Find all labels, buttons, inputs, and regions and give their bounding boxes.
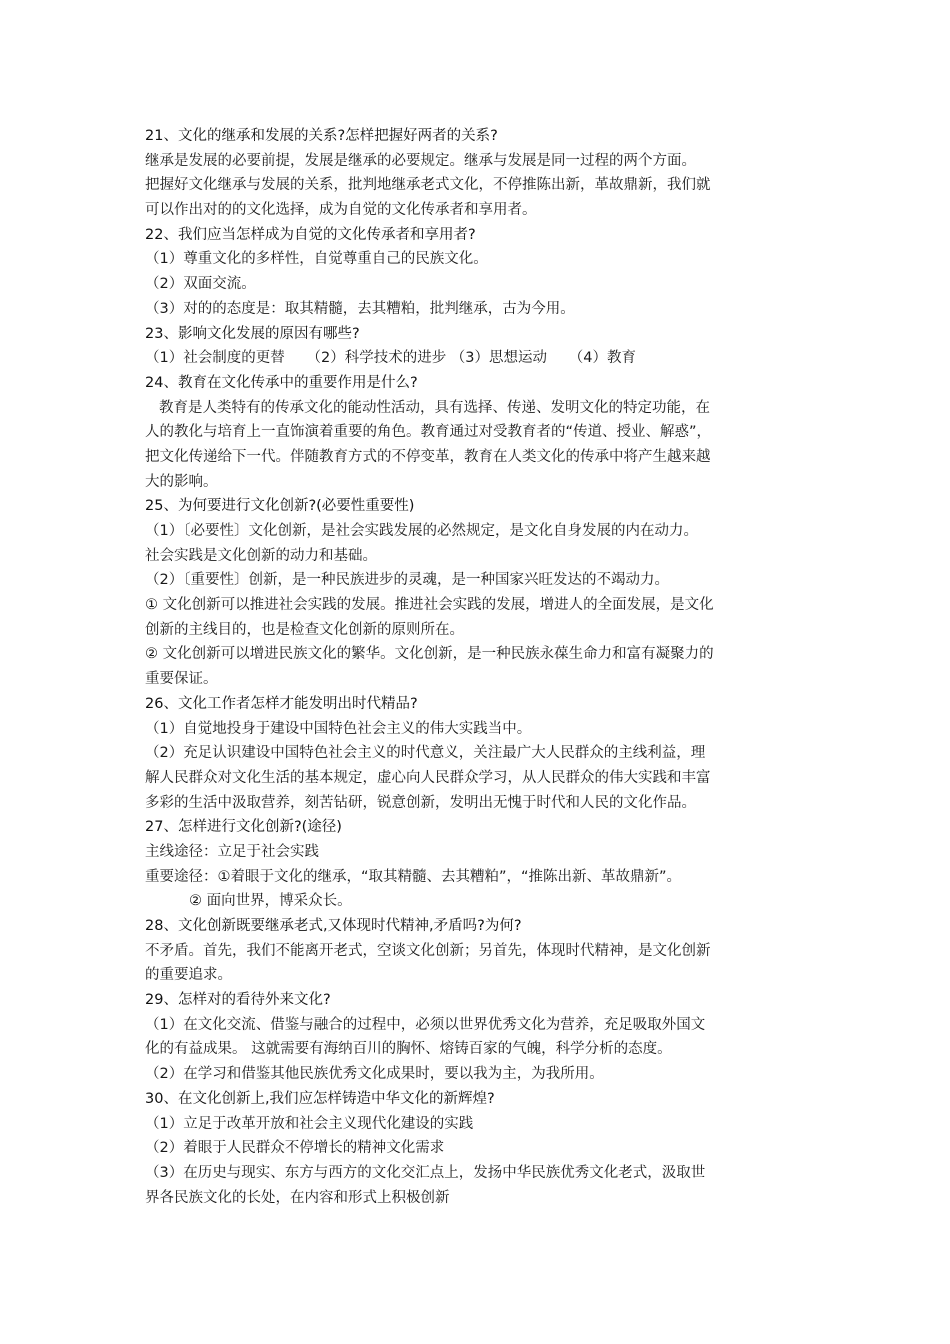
paragraph-line: （1）立足于改革开放和社会主义现代化建设的实践 xyxy=(145,1115,474,1132)
question-heading: 26、文化工作者怎样才能发明出时代精品? xyxy=(145,695,418,712)
paragraph-line: 教育是人类特有的传承文化的能动性活动，具有选择、传递、发明文化的特定功能，在 xyxy=(159,399,710,416)
question-heading: 30、在文化创新上,我们应怎样铸造中华文化的新辉煌? xyxy=(145,1090,495,1107)
paragraph-line: ① 文化创新可以推进社会实践的发展。推进社会实践的发展，增进人的全面发展，是文化 xyxy=(145,597,714,614)
paragraph-line: （2）双面交流。 xyxy=(145,276,256,293)
question-heading: 27、怎样进行文化创新?(途径) xyxy=(145,819,342,836)
paragraph-line: 把握好文化继承与发展的关系，批判地继承老式文化，不停推陈出新，革故鼎新，我们就 xyxy=(145,177,711,194)
paragraph-line: （1）在文化交流、借鉴与融合的过程中，必须以世界优秀文化为营养，充足吸取外国文 xyxy=(145,1016,706,1033)
paragraph-line: 重要途径：①着眼于文化的继承，“取其精髓、去其糟粕”，“推陈出新、革故鼎新”。 xyxy=(145,868,682,885)
document-page xyxy=(145,124,815,1210)
paragraph-line: （2）着眼于人民群众不停增长的精神文化需求 xyxy=(145,1140,445,1157)
paragraph-line: 创新的主线目的，也是检查文化创新的原则所在。 xyxy=(145,621,464,638)
paragraph-line: （2）在学习和借鉴其他民族优秀文化成果时，要以我为主，为我所用。 xyxy=(145,1066,604,1083)
paragraph-line: （1）社会制度的更替 （2）科学技术的进步 （3）思想运动 （4）教育 xyxy=(145,350,637,367)
paragraph-line: 可以作出对的的文化选择，成为自觉的文化传承者和享用者。 xyxy=(145,202,537,219)
paragraph-line: 不矛盾。首先，我们不能离开老式，空谈文化创新；另首先，体现时代精神，是文化创新 xyxy=(145,942,711,959)
paragraph-line: 多彩的生活中汲取营养，刻苦钻研，锐意创新，发明出无愧于时代和人民的文化作品。 xyxy=(145,794,696,811)
paragraph-line: ② 文化创新可以增进民族文化的繁华。文化创新，是一种民族永葆生命力和富有凝聚力的 xyxy=(145,646,714,663)
paragraph-line: 人的教化与培育上一直饰演着重要的角色。教育通过对受教育者的“传道、授业、解惑”， xyxy=(145,424,712,441)
paragraph-line: （3）对的的态度是：取其精髓，去其糟粕，批判继承，古为今用。 xyxy=(145,300,575,317)
question-heading: 22、我们应当怎样成为自觉的文化传承者和享用者? xyxy=(145,226,476,243)
paragraph-line: 主线途径：立足于社会实践 xyxy=(145,843,319,860)
paragraph-line: 社会实践是文化创新的动力和基础。 xyxy=(145,547,377,564)
paragraph-line: （2）充足认识建设中国特色社会主义的时代意义，关注最广大人民群众的主线利益，理 xyxy=(145,745,706,762)
paragraph-line: （1）自觉地投身于建设中国特色社会主义的伟大实践当中。 xyxy=(145,720,532,737)
question-heading: 29、怎样对的看待外来文化? xyxy=(145,992,331,1009)
paragraph-line: 解人民群众对文化生活的基本规定，虚心向人民群众学习，从人民群众的伟大实践和丰富 xyxy=(145,769,711,786)
question-heading: 25、为何要进行文化创新?(必要性重要性) xyxy=(145,498,415,515)
paragraph-line: 重要保证。 xyxy=(145,671,218,688)
paragraph-line: 大的影响。 xyxy=(145,473,218,490)
paragraph-line: 把文化传递给下一代。伴随教育方式的不停变革，教育在人类文化的传承中将产生越来越 xyxy=(145,448,711,465)
question-heading: 28、文化创新既要继承老式,又体现时代精神,矛盾吗?为何? xyxy=(145,918,522,934)
paragraph-line: （3）在历史与现实、东方与西方的文化交汇点上，发扬中华民族优秀文化老式，汲取世 xyxy=(145,1164,706,1181)
paragraph-line: 继承是发展的必要前提，发展是继承的必要规定。继承与发展是同一过程的两个方面。 xyxy=(145,152,696,169)
paragraph-line: ② 面向世界，博采众长。 xyxy=(189,893,352,910)
paragraph-line: 的重要追求。 xyxy=(145,967,232,984)
question-heading: 23、影响文化发展的原因有哪些? xyxy=(145,325,360,342)
paragraph-line: 界各民族文化的长处，在内容和形式上积极创新 xyxy=(145,1189,450,1206)
question-heading: 21、文化的继承和发展的关系?怎样把握好两者的关系? xyxy=(145,128,498,144)
paragraph-line: （2）〔重要性〕创新，是一种民族进步的灵魂，是一种国家兴旺发达的不竭动力。 xyxy=(145,572,669,589)
paragraph-line: （1）〔必要性〕文化创新，是社会实践发展的必然规定，是文化自身发展的内在动力。 xyxy=(145,523,698,539)
question-heading: 24、教育在文化传承中的重要作用是什么? xyxy=(145,374,418,391)
paragraph-line: 化的有益成果。 这就需要有海纳百川的胸怀、熔铸百家的气魄，科学分析的态度。 xyxy=(145,1041,672,1058)
paragraph-line: （1）尊重文化的多样性，自觉尊重自己的民族文化。 xyxy=(145,251,488,268)
